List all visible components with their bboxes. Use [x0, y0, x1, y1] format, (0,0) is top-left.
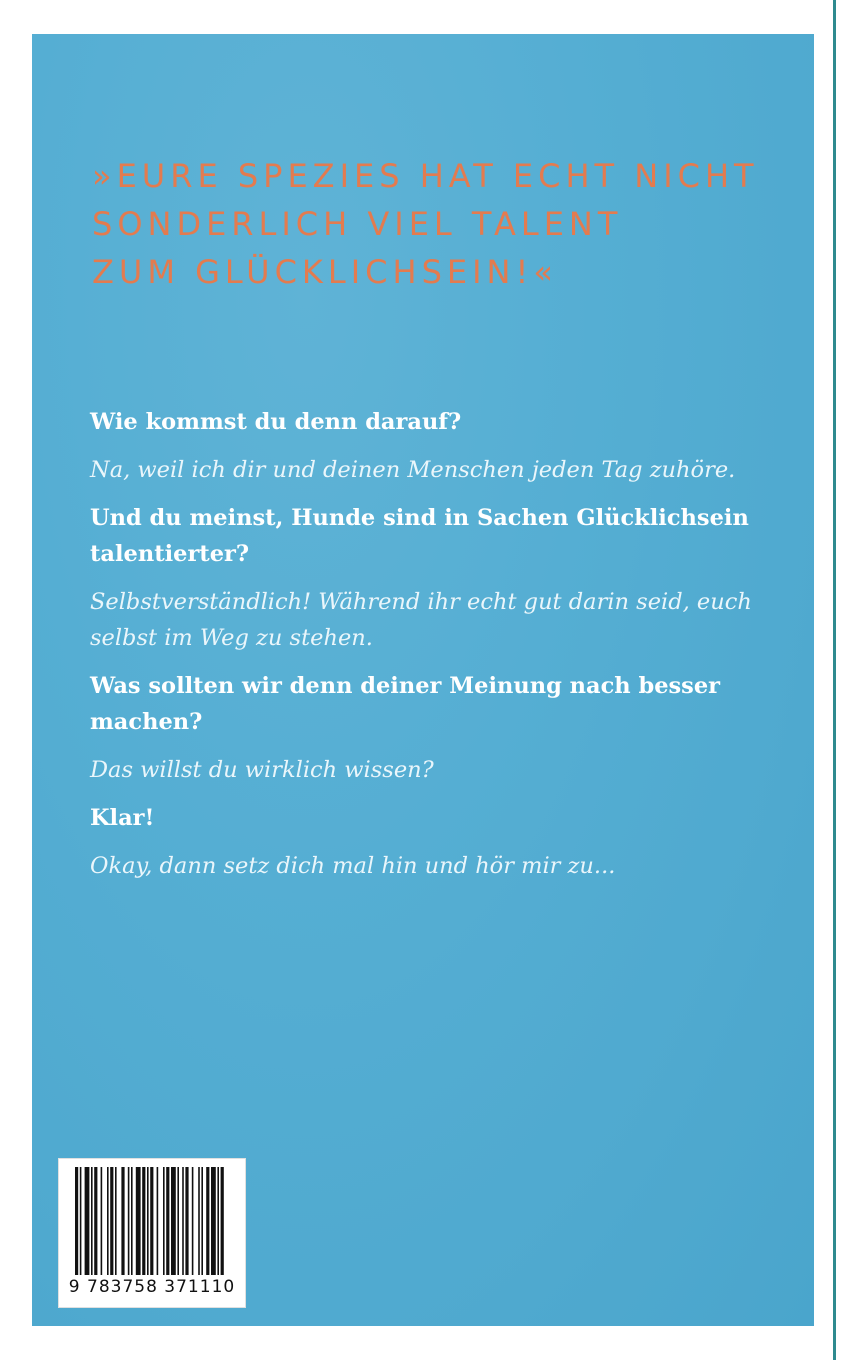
- barcode-bar: [128, 1167, 130, 1275]
- dialog-line-human: Wie kommst du denn darauf?: [90, 409, 462, 435]
- dialog-line-human: Was sollten wir denn deiner Meinung nach besser machen?: [90, 673, 721, 735]
- isbn-barcode: [58, 1158, 246, 1308]
- barcode-bar: [182, 1167, 184, 1275]
- barcode-bar: [85, 1167, 90, 1275]
- back-cover: [32, 34, 814, 1326]
- barcode-bar: [121, 1167, 124, 1275]
- barcode-bar: [136, 1167, 141, 1275]
- barcode-bar: [131, 1167, 133, 1275]
- barcode-bar: [147, 1167, 149, 1275]
- dialog-line-dog: Das willst du wirklich wissen?: [90, 757, 434, 783]
- barcode-bars: [59, 1159, 245, 1277]
- barcode-bar: [157, 1167, 159, 1275]
- barcode-bar: [101, 1167, 103, 1275]
- barcode-bar: [142, 1167, 145, 1275]
- barcode-bar: [94, 1167, 97, 1275]
- dialog-line-dog: Na, weil ich dir und deinen Menschen jeden Tag zuhöre.: [90, 457, 736, 483]
- barcode-bar: [91, 1167, 93, 1275]
- dialog-text: [90, 404, 790, 896]
- barcode-bar: [107, 1167, 109, 1275]
- cover-quote-headline: [92, 152, 812, 296]
- barcode-bar: [163, 1167, 165, 1275]
- barcode-bar: [217, 1167, 219, 1275]
- isbn-number: 9 783758 371110: [68, 1277, 236, 1297]
- dialog-line-dog: Okay, dann setz dich mal hin und hör mir zu...: [90, 853, 616, 879]
- barcode-bar: [211, 1167, 216, 1275]
- barcode-bar: [192, 1167, 194, 1275]
- barcode-bar: [221, 1167, 224, 1275]
- barcode-bar: [185, 1167, 188, 1275]
- barcode-bar: [171, 1167, 176, 1275]
- barcode-bar: [177, 1167, 179, 1275]
- headline-line-3: ZUM GLÜCKLICHSEIN!«: [92, 253, 558, 291]
- barcode-bar: [166, 1167, 169, 1275]
- barcode-bar: [115, 1167, 117, 1275]
- dialog-line-dog: Selbstverständlich! Während ihr echt gut darin seid, euch selbst im Weg zu stehen.: [90, 589, 752, 651]
- headline-line-2: SONDERLICH VIEL TALENT: [92, 205, 623, 243]
- barcode-bar: [75, 1167, 78, 1275]
- headline-line-1: »EURE SPEZIES HAT ECHT NICHT: [92, 157, 759, 195]
- barcode-bar: [206, 1167, 209, 1275]
- barcode-bar: [201, 1167, 203, 1275]
- barcode-bar: [198, 1167, 200, 1275]
- barcode-bar: [150, 1167, 153, 1275]
- dialog-line-human: Klar!: [90, 805, 155, 831]
- barcode-bar: [80, 1167, 82, 1275]
- barcode-bar: [110, 1167, 113, 1275]
- dialog-line-human: Und du meinst, Hunde sind in Sachen Glücklichsein talentierter?: [90, 505, 749, 567]
- spine-edge: [833, 0, 836, 1360]
